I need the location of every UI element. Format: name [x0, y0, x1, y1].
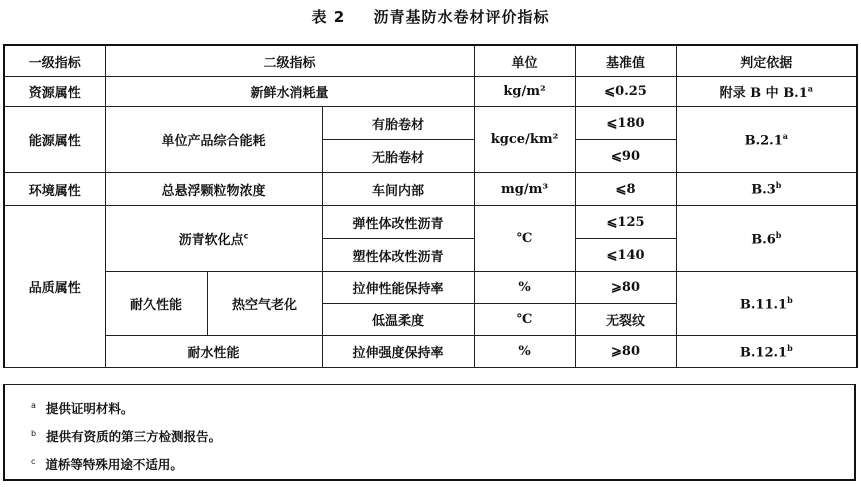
baseline-cell: ⩽0.25: [575, 77, 676, 107]
baseline-cell: ⩾80: [575, 336, 676, 368]
unit-cell: kgce/km²: [474, 107, 575, 173]
sub-indicator: 车间内部: [322, 173, 474, 206]
table-title-text: 沥青基防水卷材评价指标: [373, 8, 550, 26]
unit-cell: ℃: [474, 206, 575, 272]
indicator-water-consumption: 新鲜水消耗量: [105, 77, 474, 107]
sub-indicator: 无胎卷材: [322, 140, 474, 173]
footnote-a: $^a$ 提供证明材料。: [31, 400, 134, 416]
baseline-cell: ⩽180: [575, 107, 676, 140]
unit-cell: ℃: [474, 304, 575, 336]
category-environment: 环境属性: [4, 173, 105, 206]
baseline-cell: ⩽125: [575, 206, 676, 239]
unit-cell: mg/m³: [474, 173, 575, 206]
category-energy: 能源属性: [4, 107, 105, 173]
table-number: 表 2: [311, 8, 346, 26]
indicator-particulates: 总悬浮颗粒物浓度: [105, 173, 322, 206]
baseline-cell: ⩽140: [575, 239, 676, 272]
baseline-cell: ⩽90: [575, 140, 676, 173]
basis-cell: B.11.1$^b$: [676, 272, 857, 336]
category-quality: 品质属性: [4, 206, 105, 368]
header-level2: 二级指标: [105, 45, 474, 77]
basis-cell: B.6$^b$: [676, 206, 857, 272]
basis-cell: B.3$^b$: [676, 173, 857, 206]
baseline-cell: ⩾80: [575, 272, 676, 304]
indicator-energy-consumption: 单位产品综合能耗: [105, 107, 322, 173]
table-title: [0, 6, 861, 27]
footnotes: [3, 384, 856, 481]
indicator-softening-point: 沥青软化点$^c$: [105, 206, 322, 272]
basis-cell: 附录 B 中 B.1$^a$: [676, 77, 857, 107]
unit-cell: %: [474, 336, 575, 368]
sub-indicator: 拉伸性能保持率: [322, 272, 474, 304]
indicator-water-resistance: 耐水性能: [105, 336, 322, 368]
sub-indicator: 塑性体改性沥青: [322, 239, 474, 272]
footnote-b: $^b$ 提供有资质的第三方检测报告。: [31, 428, 222, 444]
indicator-hot-air-aging: 热空气老化: [207, 272, 322, 336]
indicator-durability: 耐久性能: [105, 272, 207, 336]
evaluation-table: [3, 44, 858, 368]
header-baseline: 基准值: [575, 45, 676, 77]
unit-cell: kg/m²: [474, 77, 575, 107]
basis-cell: B.12.1$^b$: [676, 336, 857, 368]
header-basis: 判定依据: [676, 45, 857, 77]
baseline-cell: 无裂纹: [575, 304, 676, 336]
sub-indicator: 低温柔度: [322, 304, 474, 336]
sub-indicator: 有胎卷材: [322, 107, 474, 140]
sub-indicator: 弹性体改性沥青: [322, 206, 474, 239]
sub-indicator: 拉伸强度保持率: [322, 336, 474, 368]
basis-cell: B.2.1$^a$: [676, 107, 857, 173]
baseline-cell: ⩽8: [575, 173, 676, 206]
unit-cell: %: [474, 272, 575, 304]
footnote-c: $^c$ 道桥等特殊用途不适用。: [31, 456, 183, 472]
category-resource: 资源属性: [4, 77, 105, 107]
header-unit: 单位: [474, 45, 575, 77]
header-level1: 一级指标: [4, 45, 105, 77]
